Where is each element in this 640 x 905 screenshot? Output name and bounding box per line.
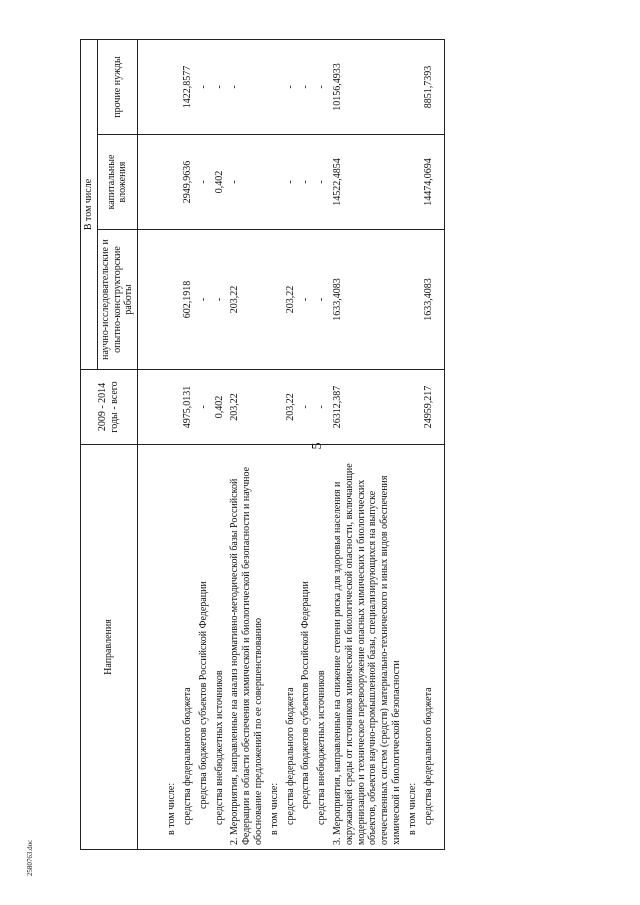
row-direction-label: в том числе:: [138, 445, 180, 850]
row-total-value: [267, 370, 283, 445]
row-other-value: -: [298, 39, 314, 134]
row-total-value: -: [196, 370, 212, 445]
row-capital-value: -: [196, 135, 212, 230]
row-other-value: 8851,7393: [421, 39, 445, 134]
table-row: [212, 39, 228, 849]
row-total-value: -: [314, 370, 330, 445]
row-capital-value: -: [298, 135, 314, 230]
row-rnd-value: -: [298, 230, 314, 370]
header-direction: Направления: [81, 445, 138, 850]
header-period-total: 2009 - 2014 годы - всего: [81, 370, 138, 445]
row-rnd-value: -: [196, 230, 212, 370]
row-direction-label: средства бюджетов субъектов Российской Федерации: [196, 445, 212, 850]
table-row: [314, 39, 330, 849]
row-direction-label: средства федерального бюджета: [180, 445, 196, 850]
table-row: [180, 39, 196, 849]
row-capital-value: 14474,0694: [421, 135, 445, 230]
row-rnd-value: [138, 230, 180, 370]
table-body: [138, 39, 445, 849]
row-other-value: [405, 39, 421, 134]
row-direction-label: средства бюджетов субъектов Российской Федерации: [298, 445, 314, 850]
row-total-value: 203,22: [283, 370, 299, 445]
table-row: [405, 39, 421, 849]
table-row: [298, 39, 314, 849]
row-direction-label: 2. Мероприятия, направленные на анализ нормативно-методической базы Российской Федерации в области обеспечения химической и биологической безопасности и научное обоснование предложений по ее совершенствованию: [227, 445, 266, 850]
row-capital-value: 2949,9636: [180, 135, 196, 230]
row-capital-value: [138, 135, 180, 230]
header-rnd: научно-исследовательские и опытно-конструкторские работы: [97, 230, 137, 370]
row-total-value: 203,22: [227, 370, 266, 445]
header-including: В том числе: [81, 39, 98, 369]
row-other-value: [138, 39, 180, 134]
row-other-value: 1422,8577: [180, 39, 196, 134]
table-row: [421, 39, 445, 849]
table-row: [227, 39, 266, 849]
row-rnd-value: 203,22: [227, 230, 266, 370]
row-other-value: -: [314, 39, 330, 134]
row-total-value: -: [298, 370, 314, 445]
row-capital-value: [405, 135, 421, 230]
row-capital-value: [267, 135, 283, 230]
document-file-code: 2580763.doc: [26, 839, 34, 877]
row-total-value: 24959,217: [421, 370, 445, 445]
row-total-value: [405, 370, 421, 445]
table-row: [267, 39, 283, 849]
row-capital-value: 14522,4854: [330, 135, 405, 230]
header-other: прочие нужды: [97, 39, 137, 134]
row-direction-label: средства федерального бюджета: [421, 445, 445, 850]
row-capital-value: -: [314, 135, 330, 230]
row-rnd-value: 1633,4083: [330, 230, 405, 370]
row-direction-label: средства внебюджетных источников: [314, 445, 330, 850]
row-rnd-value: 203,22: [283, 230, 299, 370]
row-other-value: [267, 39, 283, 134]
row-rnd-value: -: [212, 230, 228, 370]
row-other-value: -: [212, 39, 228, 134]
row-other-value: 10156,4933: [330, 39, 405, 134]
header-capital: капитальные вложения: [97, 135, 137, 230]
row-capital-value: -: [227, 135, 266, 230]
funding-table: [80, 39, 445, 850]
row-total-value: [138, 370, 180, 445]
table-row: [283, 39, 299, 849]
table-row: [330, 39, 405, 849]
row-other-value: -: [196, 39, 212, 134]
row-rnd-value: 602,1918: [180, 230, 196, 370]
row-capital-value: 0,402: [212, 135, 228, 230]
row-direction-label: средства федерального бюджета: [283, 445, 299, 850]
row-rnd-value: 1633,4083: [421, 230, 445, 370]
row-rnd-value: -: [314, 230, 330, 370]
row-direction-label: в том числе:: [267, 445, 283, 850]
table-row: [138, 39, 180, 849]
row-capital-value: -: [283, 135, 299, 230]
page-number: 5: [310, 442, 325, 450]
row-rnd-value: [267, 230, 283, 370]
row-total-value: 0,402: [212, 370, 228, 445]
row-direction-label: средства внебюджетных источников: [212, 445, 228, 850]
table-row: [196, 39, 212, 849]
row-total-value: 26312,387: [330, 370, 405, 445]
row-rnd-value: [405, 230, 421, 370]
row-direction-label: в том числе:: [405, 445, 421, 850]
row-other-value: -: [283, 39, 299, 134]
row-total-value: 4975,0131: [180, 370, 196, 445]
row-direction-label: 3. Мероприятия, направленные на снижение степени риска для здоровья населения и окружающей среды от источников химической и биологической опасности, включающие модернизацию и техническое перевооружение опасных химических и биологических объектов, объектов научно-промышленной базы, специализирующихся на выпуске отечественных систем (средств) материально-технического и иных видов обеспечения химической и биологической безопасности: [330, 445, 405, 850]
rotated-page-content: [80, 40, 620, 850]
row-other-value: -: [227, 39, 266, 134]
